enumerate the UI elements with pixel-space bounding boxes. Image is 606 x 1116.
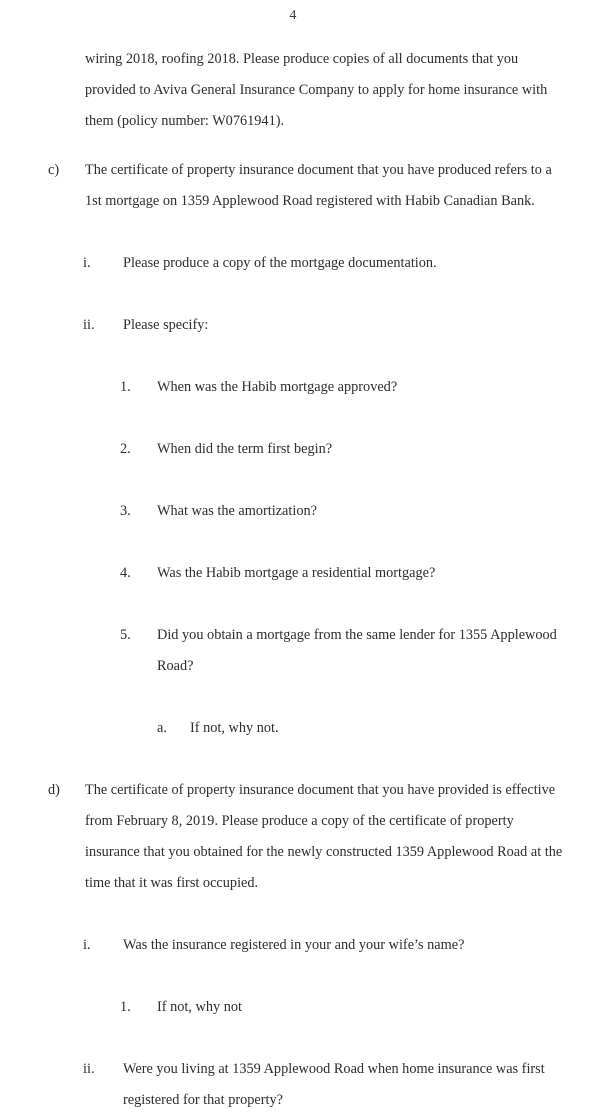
- list-item-c-ii-5: [120, 620, 567, 682]
- list-item-c: [48, 155, 567, 217]
- list-marker: d): [48, 782, 60, 798]
- list-item-c-ii-3: [120, 496, 567, 527]
- paragraph-continuation: [85, 44, 567, 137]
- spacer: [0, 682, 606, 713]
- list-marker: i.: [83, 937, 91, 953]
- list-item-d-i: [83, 930, 567, 961]
- list-item-text: What was the amortization?: [157, 503, 317, 519]
- document-body: [0, 44, 606, 1116]
- list-item-c-ii-4: [120, 558, 567, 589]
- list-item-text: Was the insurance registered in your and your wife’s name?: [123, 937, 465, 953]
- list-marker: 2.: [120, 441, 131, 457]
- list-item-d: [48, 775, 567, 899]
- list-item-text: When was the Habib mortgage approved?: [157, 379, 398, 395]
- list-marker: ii.: [83, 1061, 95, 1077]
- paragraph-continuation-text: wiring 2018, roofing 2018. Please produce copies of all documents that you provided to Aviva General Insurance Company to apply for home insurance with them (policy number: W0761941).: [85, 51, 548, 129]
- list-marker: 4.: [120, 565, 131, 581]
- list-marker: c): [48, 162, 60, 178]
- list-item-text: The certificate of property insurance document that you have produced refers to a 1st mortgage on 1359 Applewood Road registered with Habib Canadian Bank.: [85, 162, 552, 209]
- spacer: [0, 1023, 606, 1054]
- list-marker: 5.: [120, 627, 131, 643]
- list-marker: i.: [83, 255, 91, 271]
- list-marker: a.: [157, 720, 167, 736]
- list-item-c-ii: [83, 310, 567, 341]
- list-item-text: Did you obtain a mortgage from the same lender for 1355 Applewood Road?: [157, 627, 557, 674]
- spacer: [0, 341, 606, 372]
- list-marker: 3.: [120, 503, 131, 519]
- list-marker: 1.: [120, 379, 131, 395]
- spacer: [0, 961, 606, 992]
- spacer: [0, 589, 606, 620]
- list-item-text: When did the term first begin?: [157, 441, 333, 457]
- list-marker: 1.: [120, 999, 131, 1015]
- list-item-c-ii-5-a: [157, 713, 567, 744]
- spacer: [0, 137, 606, 155]
- list-marker: ii.: [83, 317, 95, 333]
- list-item-text: Please specify:: [123, 317, 209, 333]
- list-item-d-ii: [83, 1054, 567, 1116]
- list-item-c-ii-1: [120, 372, 567, 403]
- spacer: [0, 217, 606, 248]
- list-item-text: Were you living at 1359 Applewood Road when home insurance was first registered for that property?: [123, 1061, 545, 1108]
- spacer: [0, 403, 606, 434]
- list-item-text: Was the Habib mortgage a residential mortgage?: [157, 565, 436, 581]
- list-item-d-i-1: [120, 992, 567, 1023]
- list-item-text: If not, why not: [157, 999, 242, 1015]
- list-item-text: The certificate of property insurance document that you have provided is effective from February 8, 2019. Please produce a copy of the certificate of property insurance that you obtained for the newly constructed 1359 Applewood Road at the time that it was first occupied.: [85, 782, 563, 891]
- list-item-c-i: [83, 248, 567, 279]
- spacer: [0, 744, 606, 775]
- spacer: [0, 279, 606, 310]
- spacer: [0, 899, 606, 930]
- spacer: [0, 465, 606, 496]
- page-number: 4: [289, 8, 297, 23]
- spacer: [0, 527, 606, 558]
- list-item-text: Please produce a copy of the mortgage documentation.: [123, 255, 437, 271]
- list-item-c-ii-2: [120, 434, 567, 465]
- list-item-text: If not, why not.: [190, 720, 279, 736]
